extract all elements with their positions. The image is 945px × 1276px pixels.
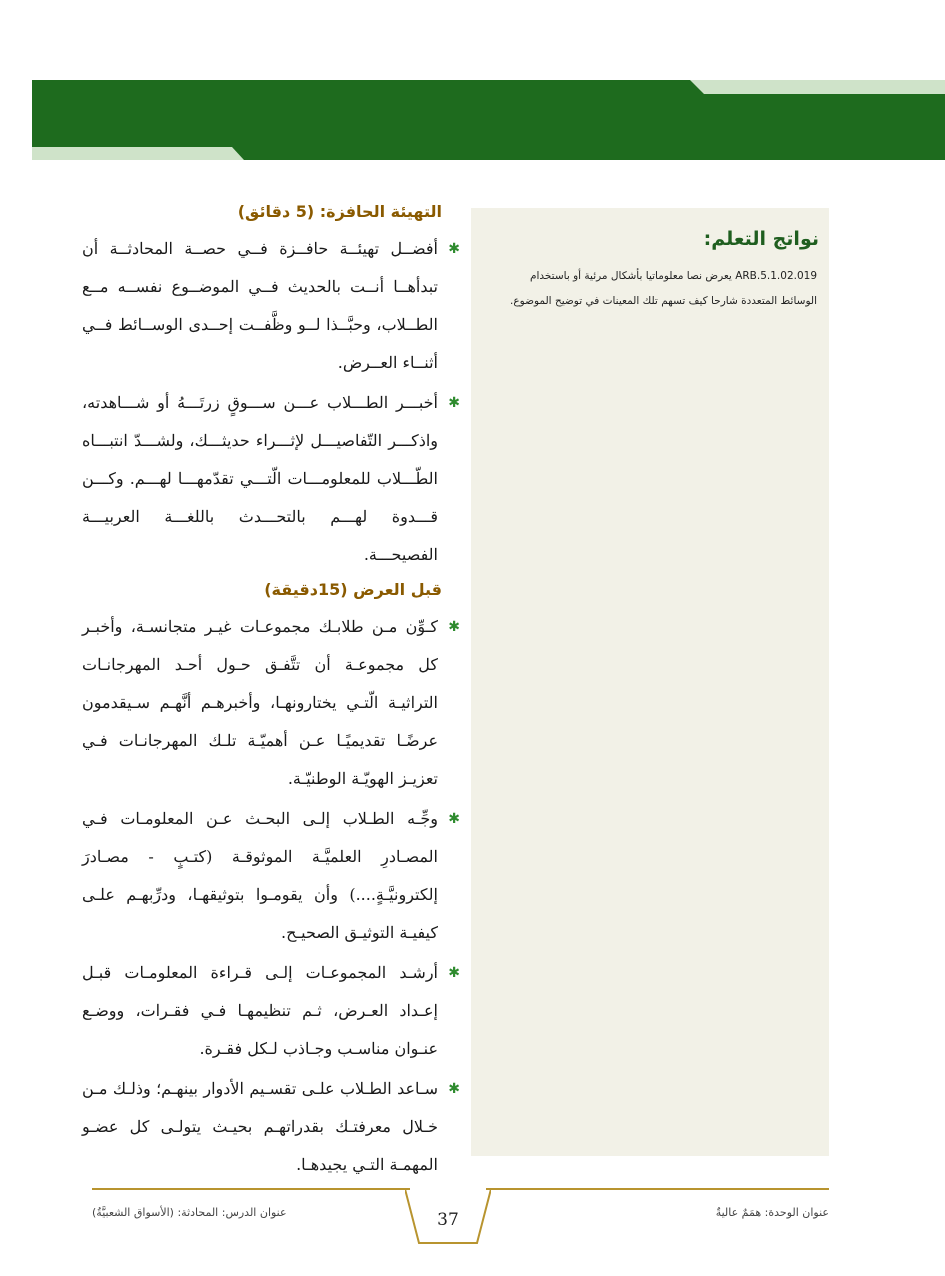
lesson-content — [82, 200, 460, 1186]
star-bullet-icon: ✱ — [448, 1081, 460, 1097]
star-bullet-icon: ✱ — [448, 241, 460, 257]
list-item: ✱ وجِّـه الطـلاب إلـى البحـث عـن المعلومـات فـي المصـادرِ العلميَّـة الموثوقـة (كتـبٍ - مصـادرَ إلكترونيَّـةٍ....) وأن يقومـوا بتوثيقهـا، ودرِّبهـم علـى كيفيـة التوثيـق الصحيـح. — [82, 800, 460, 952]
learning-outcomes-panel — [471, 208, 829, 1156]
header-accent-strip — [32, 147, 244, 160]
list-item: ✱ أرشـد المجموعـات إلـى قـراءة المعلومـات قبـل إعـداد العـرض، ثـم تنظيمهـا فـي فقـرات، ووضـع عنـوان مناسـب وجـاذب لـكل فقـرة. — [82, 954, 460, 1068]
star-bullet-icon: ✱ — [448, 811, 460, 827]
list-item: ✱ أخبـــر الطـــلاب عـــن ســـوقٍ زرتَـــهُ أو شـــاهدته، واذكـــر التّفاصيـــل لإثـــراء حديثـــك، ولشـــدّ انتبـــاه الطّـــلاب للمعلومـــات الّتـــي تقدّمهـــا لهـــم. وكـــن قـــدوة لهـــم بالتحـــدث باللغـــة العربيـــة الفصيحـــة. — [82, 384, 460, 574]
list-item: ✱ أفضــل تهيئــة حافــزة فــي حصــة المحادثــة أن تبدأهــا أنــت بالحديث فــي الموضــوع نفســه مــع الطــلاب، وحبَّــذا لــو وظَّفــت إحــدى الوســائط فــي أثنــاء العــرض. — [82, 230, 460, 382]
star-bullet-icon: ✱ — [448, 395, 460, 411]
lesson-title: عنوان الدرس: المحادثة: (الأسواق الشعبيَّةُ) — [92, 1206, 287, 1219]
header-accent-tab — [690, 80, 945, 94]
list-item: ✱ سـاعد الطـلاب علـى تقسـيم الأدوار بينهـم؛ وذلـك مـن خـلال معرفتـك بقدراتهـم بحيـث يتولـى كل عضـو المهمـة التـي يجيدهـا. — [82, 1070, 460, 1184]
learning-outcome-text: ARB.5.1.02.019 يعرض نصا معلوماتيا بأشكال مرئية أو باستخدام الوسائط المتعددة شارحا كيف تسهم تلك المعينات في توضيح الموضوع. — [510, 270, 817, 307]
section-title: التهيئة الحافزة: (5 دقائق) — [237, 202, 442, 221]
star-bullet-icon: ✱ — [448, 965, 460, 981]
footer-rule-right — [486, 1188, 829, 1190]
section-title: قبل العرض (15دقيقة) — [264, 580, 442, 599]
star-bullet-icon: ✱ — [448, 619, 460, 635]
unit-title: عنوان الوحدة: همَمٌ عاليةٌ — [715, 1206, 829, 1219]
list-item: ✱ كـوِّن مـن طلابـك مجموعـات غيـر متجانسـة، وأخبـر كل مجموعـة أن تتَّفـق حـول أحـد المهرجانـات التراثيـة الّتـي يختارونهـا، وأخبرهـم أنَّهـم سـيقدمون عرضًـا تقديميًـا عـن أهميّـة تلـك المهرجانـات فـي تعزيـز الهويّـة الوطنيّـة. — [82, 608, 460, 798]
learning-outcomes-title: نواتج التعلم: — [703, 228, 819, 250]
section-warmup — [82, 200, 460, 574]
footer-rule-left — [92, 1188, 410, 1190]
page-number: 37 — [437, 1210, 459, 1230]
section-before-presentation — [82, 578, 460, 1184]
